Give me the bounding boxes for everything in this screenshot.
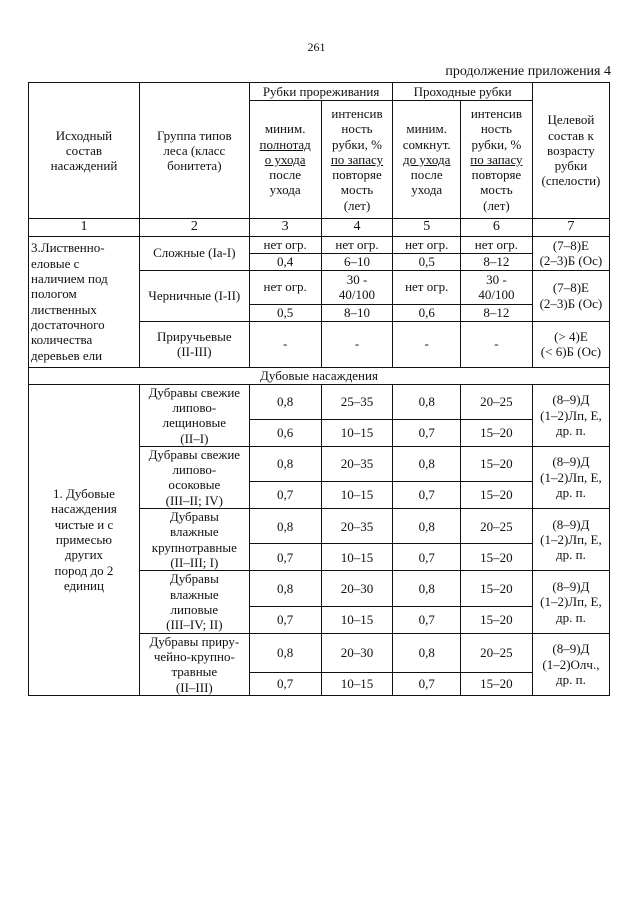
header-intensity [321,101,393,219]
cell-line: (7–8)Е [552,237,589,253]
table-cell [249,253,321,270]
cell-line: (1–2)Лп, Е, [540,407,602,423]
table-cell [321,321,393,367]
cell-line: др. п. [556,672,586,688]
table-cell [393,482,461,509]
cell-line: 20–30 [340,645,374,661]
cell-line: нет огр. [405,279,449,295]
table-cell [461,321,533,367]
table-cell [461,236,533,253]
column-number [249,219,321,237]
cell-line: Целевой [547,112,595,128]
table-cell [321,509,393,544]
table-cell [393,571,461,606]
cell-line: 8–12 [483,253,510,269]
cell-line: липово- [172,399,217,415]
cell-line: 0,7 [418,612,435,628]
cell-line: влажные [169,524,219,540]
cell-line: еловые с [31,255,80,271]
cell-line: 15–20 [480,456,513,472]
cell-line: 0,7 [277,487,294,503]
cell-line: единиц [63,578,104,594]
cell-line: ухода [269,182,301,198]
table-cell [321,446,393,481]
cell-line: 2 [190,219,198,234]
table-cell [393,253,461,270]
table-cell [249,482,321,509]
cell-line: 25–35 [340,394,374,409]
cell-line: 0,8 [277,394,294,409]
cell-line: 20–25 [480,394,513,409]
cell-line: других [64,547,104,563]
cell-line: ухода [411,182,443,198]
cell-line: 0,8 [277,456,294,472]
cell-line: 20–30 [340,580,374,596]
cell-line: (1–2)Лп, Е, [540,469,602,485]
cell-line: (8–9)Д [552,392,590,408]
cell-line: состав к [548,127,594,143]
cell-line: др. п. [556,609,586,625]
table-cell [393,321,461,367]
cell-line: Исходный [55,127,113,143]
cell-line: 10–15 [340,612,374,628]
cell-line: 8–10 [343,304,370,320]
cell-line: Дубовые насаждения [260,367,378,383]
table-cell [461,304,533,321]
cell-line: Дубравы свежие [148,384,241,400]
cell-line: (1–2)Олч., [542,656,600,672]
cell-line: липово- [172,462,217,478]
cell-line: интенсив [470,105,523,121]
cell-line: 0,6 [418,304,435,320]
cell-line: рубки, % [471,136,522,152]
cell-line: (2–3)Б (Ос) [539,295,603,311]
cell-line: нет огр. [335,236,379,252]
cell-line: бонитета) [167,158,222,174]
cell-line: 30 - [486,271,507,287]
table-cell [321,571,393,606]
cell-line: 0,8 [418,645,435,661]
cell-line: Дубравы приру- [149,633,240,649]
cell-line: 0,8 [418,394,435,409]
header-target [532,83,609,219]
cell-line: 15–20 [480,612,513,628]
cell-line: 0,7 [418,487,435,503]
table-cell [393,509,461,544]
cell-line: липовые [170,602,219,618]
target-cell [532,270,609,321]
header-intensity-passage [461,101,533,219]
table-cell [321,253,393,270]
cell-line: после [269,167,302,183]
table-cell [393,270,461,304]
cell-line: 20–25 [480,645,513,661]
cell-line: интенсив [331,105,383,121]
column-number [393,219,461,237]
cell-line: 5 [423,219,431,234]
header-forest-group [139,83,249,219]
cell-line: 0,8 [277,518,294,534]
table-cell [461,571,533,606]
forest-group-cell [139,446,249,508]
cell-line: (8–9)Д [552,516,590,532]
cell-line: пологом [31,286,77,302]
cell-line: - [424,336,429,352]
target-cell [532,321,609,367]
table-row [29,236,610,253]
header-origin [29,83,140,219]
cell-line: о ухода [264,151,306,167]
forest-group-cell [139,509,249,571]
cell-line: 0,8 [418,456,435,472]
cell-line: 40/100 [478,287,515,303]
cell-line: (III–II; IV) [165,492,224,508]
cell-line: (8–9)Д [552,454,590,470]
cell-line: (8–9)Д [552,641,590,657]
cell-line: достаточного [31,316,105,332]
cell-line: (лет) [483,197,510,213]
cell-line: 0,8 [418,580,435,596]
table-cell [393,606,461,633]
table-cell [393,419,461,446]
origin-cell [29,384,140,696]
table-cell [393,633,461,672]
cell-line: мость [340,182,374,198]
cell-line: 15–20 [480,676,513,692]
table-row [29,83,610,101]
table-cell [249,321,321,367]
cell-line: 0,7 [418,425,435,441]
cell-line: 0,5 [418,253,435,269]
table-cell [321,606,393,633]
forest-group-cell [139,270,249,321]
cell-line: 15–20 [480,549,513,565]
cell-line: по запасу [330,151,384,167]
cell-line: Группа типов [156,127,232,143]
column-number [321,219,393,237]
cell-line: 10–15 [340,676,374,692]
table-cell [249,236,321,253]
cell-line: (лет) [343,197,371,213]
cell-line: чейно-крупно- [153,649,235,665]
cell-line: 0,7 [277,549,294,565]
forest-group-cell [139,633,249,695]
cell-line: пород до 2 [54,562,114,578]
cell-line: (> 4)Е [554,328,588,344]
cell-line: 15–20 [480,580,513,596]
cell-line: (II–III; I) [170,555,219,571]
cell-line: нет огр. [474,236,519,252]
cell-line: 15–20 [480,425,513,441]
cell-line: нет огр. [263,236,307,252]
header-passage-group [393,83,532,101]
cell-line: 7 [567,219,575,234]
table-row [29,367,610,384]
table-cell [321,304,393,321]
cell-line: 8–12 [483,304,510,320]
cell-line: рубки [554,158,588,174]
table-cell [461,384,533,419]
forest-group-cell [139,236,249,270]
cell-line: примесью [55,532,113,548]
page-number: 261 [307,40,326,54]
cell-line: 0,7 [277,676,294,692]
cell-line: 0,4 [277,253,294,269]
cell-line: (II-III) [177,344,212,360]
table-cell [321,419,393,446]
table-cell [393,304,461,321]
table-cell [321,633,393,672]
cell-line: миним. [264,121,306,137]
cell-line: Дубравы [169,571,219,587]
table-cell [461,482,533,509]
cell-line: 3 [281,219,289,234]
table-cell [321,544,393,571]
cell-line: 1. Дубовые [52,486,115,502]
cell-line: 0,8 [277,580,294,596]
table-cell [249,384,321,419]
table-cell [321,384,393,419]
cell-line: Дубравы свежие [148,446,241,462]
cell-line: (7–8)Е [552,280,589,296]
table-cell [393,446,461,481]
cell-line: 0,8 [418,518,435,534]
cell-line: осоковые [168,477,221,493]
cell-line: Черничные (I-II) [148,287,241,303]
cell-line: насаждений [50,158,118,174]
forest-group-cell [139,384,249,446]
column-number [139,219,249,237]
target-cell [532,446,609,508]
table-cell [321,482,393,509]
table-row [29,384,610,419]
cell-line: 40/100 [338,287,376,303]
table-cell [249,419,321,446]
cell-line: (II–I) [180,430,209,446]
cell-line: 0,7 [418,549,435,565]
cell-line: 0,5 [277,304,294,320]
section-title [29,367,610,384]
cell-line: леса (класс [163,142,226,158]
table-cell [249,446,321,481]
table-cell [393,384,461,419]
cell-line: др. п. [556,485,586,501]
cell-line: (1–2)Лп, Е, [540,594,602,610]
table-row [29,219,610,237]
table-cell [461,633,533,672]
table-cell [249,606,321,633]
table-cell [249,270,321,304]
header-min-density [249,101,321,219]
cell-line: до ухода [403,151,451,167]
column-number [461,219,533,237]
cell-line: (2–3)Б (Ос) [539,253,603,269]
forest-group-cell [139,571,249,633]
table-cell [461,672,533,695]
cell-line: 10–15 [340,487,374,503]
cell-line: миним. [406,121,447,137]
table-cell [249,633,321,672]
cell-line: (III–IV; II) [166,617,223,633]
table-cell [249,509,321,544]
table-cell [249,544,321,571]
cell-line: ность [341,121,373,137]
cell-line: лиственных [31,301,97,317]
cell-line: по запасу [470,151,523,167]
table-cell [321,236,393,253]
table-cell [461,544,533,571]
cell-line: 15–20 [480,487,513,503]
cell-line: - [282,336,288,352]
cell-line: 6 [492,219,500,234]
cell-line: Дубравы [169,509,219,525]
cell-line: Сложные (Ia-I) [153,245,236,261]
cell-line: 3.Лиственно- [31,240,105,256]
forest-group-cell [139,321,249,367]
table-cell [249,571,321,606]
cell-line: 0,7 [277,612,294,628]
cell-line: 6–10 [343,253,370,269]
table-cell [321,672,393,695]
origin-cell [29,236,140,367]
cell-line: повторяе [332,167,382,183]
cell-line: Приручьевые [157,328,232,344]
cell-line: (8–9)Д [552,579,590,595]
table-cell [393,236,461,253]
cell-line: 0,7 [418,676,435,692]
table-cell [393,672,461,695]
table-cell [461,253,533,270]
target-cell [532,509,609,571]
table-cell [249,672,321,695]
target-cell [532,236,609,270]
table-cell [393,544,461,571]
cell-line: 20–35 [340,456,374,472]
header-thinning-group [249,83,393,101]
cell-line: нет огр. [405,236,449,252]
cell-line: - [494,336,499,352]
cell-line: 30 - [346,271,368,287]
cell-line: нет огр. [263,279,307,295]
cell-line: Проходные рубки [413,83,512,99]
column-number [29,219,140,237]
cell-line: лещиновые [162,415,226,431]
cell-line: (< 6)Б (Ос) [540,344,602,360]
target-cell [532,384,609,446]
cell-line: количества [31,332,93,348]
forest-thinning-table [28,82,610,696]
cell-line: рубки, % [332,136,382,152]
cell-line: (спелости) [541,173,601,189]
table-cell [249,304,321,321]
cell-line: 20–35 [340,518,374,534]
cell-line: - [354,336,360,352]
table-cell [461,270,533,304]
cell-line: 1 [80,219,88,234]
cell-line: 4 [353,219,361,234]
table-cell [461,606,533,633]
cell-line: (1–2)Лп, Е, [540,532,602,548]
cell-line: (II–III) [175,679,213,695]
cell-line: 10–15 [340,549,374,565]
cell-line: мость [480,182,513,198]
cell-line: чистые и с [54,516,114,532]
cell-line: др. п. [556,547,586,563]
target-cell [532,571,609,633]
table-cell [321,270,393,304]
cell-line: повторяе [471,167,522,183]
continuation-note: продолжение приложения 4 [445,64,611,79]
header-min-closure [393,101,461,219]
cell-line: состав [65,142,103,158]
cell-line: сомкнут. [402,136,451,152]
cell-line: ность [480,121,512,137]
table-cell [461,419,533,446]
cell-line: после [410,167,443,183]
table-cell [461,509,533,544]
cell-line: полнотад [259,136,311,152]
column-number [532,219,609,237]
cell-line: возрасту [547,142,595,158]
target-cell [532,633,609,695]
cell-line: др. п. [556,422,586,438]
table-cell [461,446,533,481]
cell-line: наличием под [31,270,108,286]
cell-line: травные [171,664,218,680]
cell-line: 20–25 [480,518,513,534]
cell-line: 0,8 [277,645,294,661]
cell-line: 0,6 [277,425,294,441]
cell-line: крупнотравные [151,539,237,555]
cell-line: влажные [169,586,219,602]
cell-line: насаждения [51,501,117,517]
cell-line: 10–15 [340,425,374,441]
cell-line: деревьев ели [31,347,103,363]
cell-line: Рубки прореживания [262,83,380,99]
